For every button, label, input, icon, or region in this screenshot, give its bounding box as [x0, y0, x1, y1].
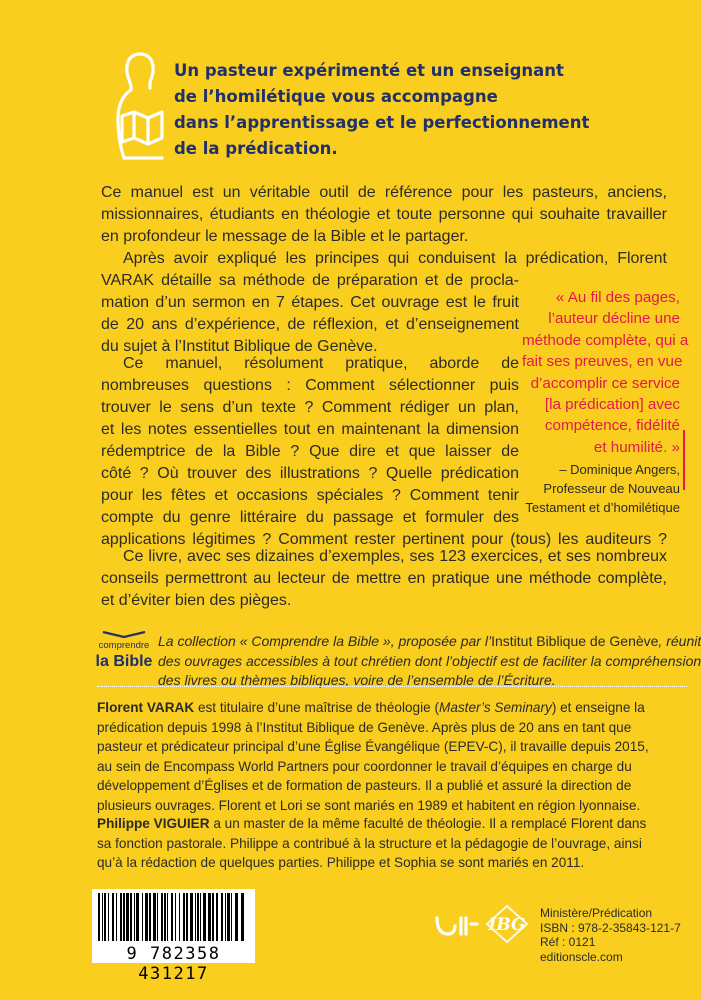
barcode-bar — [195, 893, 196, 941]
method-line: VARAK détaille sa méthode de préparation et de procla- — [101, 272, 519, 289]
meta-website: editionscle.com — [540, 949, 623, 964]
barcode-bar — [123, 893, 125, 941]
barcode-bar — [171, 893, 173, 941]
barcode-bar — [120, 893, 122, 941]
barcode-bar — [134, 893, 135, 941]
headline — [174, 58, 624, 162]
quote-line: d’accomplir ce service — [530, 374, 680, 392]
quote-line: fait ses preuves, en vue — [522, 353, 683, 371]
author-bio-florent — [97, 698, 687, 816]
collection-logo-big: la Bible — [95, 653, 153, 670]
publisher-logo-ibg — [483, 904, 531, 944]
book-meta — [540, 906, 690, 964]
barcode-bar — [179, 893, 180, 941]
barcode-bar — [216, 893, 218, 941]
barcode — [92, 889, 255, 984]
barcode-bar — [164, 893, 166, 941]
barcode-bar — [116, 893, 117, 941]
section-divider — [97, 686, 687, 687]
quote-accent-line — [683, 430, 685, 490]
barcode-bar — [142, 893, 143, 941]
barcode-bar — [126, 893, 129, 941]
barcode-bar — [161, 893, 163, 941]
author-bio-philippe — [97, 814, 687, 873]
headline-line: dans l’apprentissage et le perfectionnement — [174, 113, 590, 132]
bio-text: ) et enseigne la — [551, 700, 645, 715]
method-line: de 20 ans d’expérience, de réflexion, et d’enseignement — [101, 316, 519, 333]
collection-logo — [97, 628, 151, 674]
barcode-bar — [200, 893, 201, 941]
barcode-bars — [96, 893, 251, 945]
svg-text:IBG: IBG — [488, 915, 526, 935]
bio-line: plusieurs ouvrages. Florent et Lori se sont mariés en 1989 et habitent en région lyonnaise. — [97, 797, 641, 813]
method-line: Après avoir expliqué les principes qui conduisent la prédication, Florent — [123, 250, 667, 267]
quote-author-line: Testament et d’homilétique — [525, 500, 680, 516]
quote-line: et humilité. » — [593, 438, 680, 456]
barcode-bar — [183, 893, 185, 941]
collection-line: des livres ou thèmes bibliques, voire de l’ensemble de l’Écriture. — [158, 672, 556, 688]
questions-line: compte du genre littéraire du passage et formuler des — [101, 509, 519, 526]
barcode-bar — [136, 893, 139, 941]
intro-line: en profondeur le message de la Bible et le partager. — [101, 228, 469, 245]
barcode-bar — [130, 893, 132, 941]
bio-line: qu’à la rédaction de quelques parties. Philippe et Sophia se sont mariés en 2011. — [97, 855, 585, 871]
conclusion-line: et d’éviter bien des pièges. — [101, 592, 292, 609]
questions-line: applications légitimes ? Comment rester pertinent pour (tous) les auditeurs ? — [101, 531, 667, 548]
bio-text: est titulaire d’une maîtrise de théologie ( — [194, 700, 439, 715]
questions-line: Ce manuel, résolument pratique, aborde de — [123, 355, 519, 372]
collection-institute: Institut Biblique de Genève — [491, 633, 659, 649]
barcode-digits: 9 782358 431217 — [126, 944, 221, 984]
headline-line: Un pasteur expérimenté et un enseignant — [174, 61, 564, 80]
headline-line: de la prédication. — [174, 139, 338, 158]
bio-line: sa fonction pastorale. Philippe a contribué à la structure et la pédagogie de l’ouvrage, ainsi — [97, 835, 642, 851]
barcode-bar — [231, 893, 232, 941]
barcode-bar — [175, 893, 176, 941]
quote-author-line: – Dominique Angers, — [559, 462, 680, 478]
bio-line: prédication depuis 1998 à l’Institut Biblique de Genève. Après plus de 20 ans en tant que — [97, 719, 632, 735]
barcode-bar — [221, 893, 223, 941]
quote-author — [522, 460, 680, 517]
conclusion-line: conseils permettront au lecteur de mettre en pratique une méthode complète, — [101, 570, 667, 587]
meta-isbn: ISBN : 978-2-35843-121-7 — [540, 920, 681, 935]
barcode-bar — [241, 893, 244, 941]
quote-line: « Au fil des pages, — [555, 289, 680, 306]
barcode-bar — [190, 893, 193, 941]
barcode-bar — [212, 893, 214, 941]
barcode-bar — [112, 893, 114, 941]
barcode-bar — [98, 893, 100, 941]
conclusion-line: Ce livre, avec ses dizaines d’exemples, ses 123 exercices, et ses nombreux — [123, 548, 667, 565]
barcode-bar — [208, 893, 211, 941]
quote-line: l’auteur décline une — [548, 310, 680, 328]
quote-line: [la prédication] avec — [544, 396, 680, 414]
conclusion-paragraph — [101, 546, 667, 612]
barcode-bar — [186, 893, 188, 941]
bio-text: a un master de la même faculté de théologie. Il a remplacé Florent dans — [209, 816, 647, 831]
bio-line: développement d’Églises et de formation de pasteurs. Il a publié et assuré la direction de — [97, 778, 632, 794]
questions-line: trouver le sens d’un texte ? Comment rédiger un plan, — [101, 399, 519, 416]
collection-text-part: , réunit — [658, 633, 701, 649]
quote-line: méthode complète, qui a — [522, 331, 689, 349]
author-name: Philippe VIGUIER — [97, 816, 210, 831]
method-line: du sujet à l’Institut Biblique de Genève. — [101, 338, 378, 355]
pull-quote — [522, 287, 689, 517]
barcode-bar — [102, 893, 103, 941]
author-name: Florent VARAK — [97, 700, 195, 715]
collection-line: des ouvrages accessibles à tout chrétien dont l’objectif est de faciliter la compréhension — [158, 652, 701, 669]
barcode-bar — [153, 893, 156, 941]
collection-logo-small: comprendre — [98, 640, 150, 651]
barcode-bar — [145, 893, 148, 941]
barcode-bar — [197, 893, 199, 941]
barcode-bar — [149, 893, 151, 941]
reader-icon — [104, 46, 172, 164]
questions-line: et les notes essentielles tout en maintenant la dimension — [101, 421, 519, 438]
barcode-bar — [104, 893, 106, 941]
bio-line: pasteur et prédicateur principal d’une Église Évangélique (EPEV-C), il travaille depuis 2015, — [97, 739, 649, 755]
quote-text — [522, 287, 689, 458]
meta-category: Ministère/Prédication — [540, 906, 653, 920]
bio-line: au sein de Encompass World Partners pour coordonner le travail d’équipes en charge du — [97, 758, 632, 774]
barcode-bar — [167, 893, 168, 941]
intro-line: missionnaires, étudiants en théologie et toute personne qui souhaite travailler — [101, 206, 667, 223]
questions-line: côté ? Où trouver des illustrations ? Quelle prédication — [101, 465, 519, 482]
publisher-logo-cle — [434, 910, 478, 938]
quote-author-line: Professeur de Nouveau — [543, 481, 680, 497]
meta-ref: Réf : 0121 — [540, 935, 596, 949]
bio-school: Master’s Seminary — [439, 700, 552, 715]
collection-text-part: La collection « Comprendre la Bible », proposée par l’ — [158, 633, 492, 649]
quote-line: compétence, fidélité — [544, 417, 680, 435]
intro-paragraph — [101, 182, 667, 248]
collection-description — [158, 632, 701, 691]
questions-line: pour les fêtes et occasions spéciales ? Comment tenir — [101, 487, 519, 504]
questions-line: nombreuses questions : Comment sélectionner puis — [101, 377, 519, 394]
barcode-bar — [225, 893, 226, 941]
headline-line: de l’homilétique vous accompagne — [174, 87, 498, 106]
barcode-bar — [108, 893, 109, 941]
questions-line: rédemptrice de la Bible ? Que dire et que laisser de — [101, 443, 519, 460]
barcode-bar — [227, 893, 230, 941]
barcode-bar — [235, 893, 238, 941]
barcode-bar — [157, 893, 158, 941]
intro-line: Ce manuel est un véritable outil de référence pour les pasteurs, anciens, — [101, 184, 667, 201]
method-line: mation d’un sermon en 7 étapes. Cet ouvrage est le fruit — [101, 294, 519, 311]
barcode-bar — [203, 893, 206, 941]
